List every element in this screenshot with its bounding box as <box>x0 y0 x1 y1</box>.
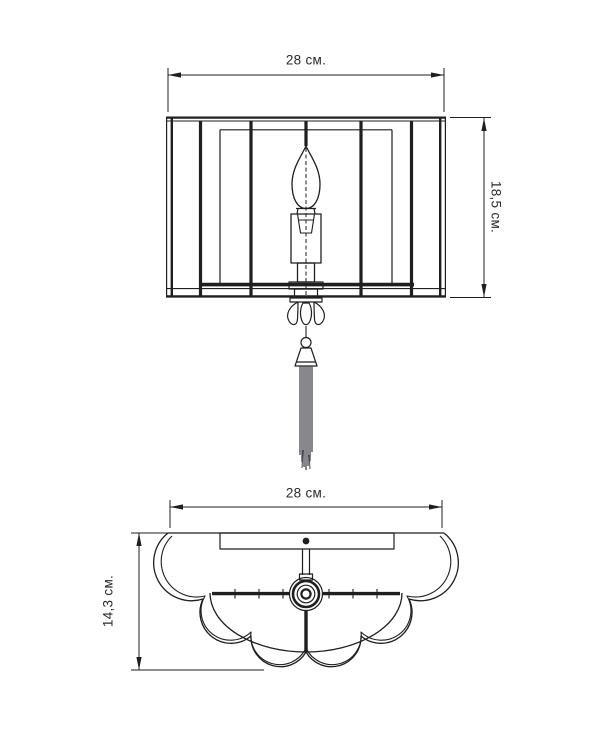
tassel-cone <box>295 348 317 366</box>
tassel-threads <box>300 366 312 470</box>
mount-hole <box>303 538 310 545</box>
arrow-right-icon <box>431 72 444 77</box>
arrow-up-icon <box>481 118 486 131</box>
arrow-left-icon <box>168 72 181 77</box>
front-view-drawing <box>166 68 491 470</box>
finial-cap <box>290 298 322 302</box>
tassel <box>288 298 325 470</box>
candle-lamp <box>289 146 323 298</box>
socket-hub <box>290 549 323 611</box>
mount-plate <box>220 533 394 549</box>
crown-finial <box>288 302 325 325</box>
tassel-ball <box>301 338 311 348</box>
arrow-right-icon <box>429 504 442 509</box>
top-depth-dimension-label: 14,3 см. <box>100 574 116 628</box>
arrow-down-icon <box>481 284 486 297</box>
front-height-dimension <box>450 118 491 298</box>
arrow-up-icon <box>136 533 141 546</box>
top-width-dimension <box>170 500 442 528</box>
arrow-left-icon <box>170 504 183 509</box>
top-depth-dimension <box>131 533 264 670</box>
front-height-dimension-label: 18,5 см. <box>488 180 504 234</box>
arrow-down-icon <box>136 657 141 670</box>
front-width-dimension <box>168 68 444 112</box>
top-width-dimension-label: 28 см. <box>285 485 327 501</box>
top-view-drawing <box>131 500 458 670</box>
front-width-dimension-label: 28 см. <box>285 52 327 68</box>
